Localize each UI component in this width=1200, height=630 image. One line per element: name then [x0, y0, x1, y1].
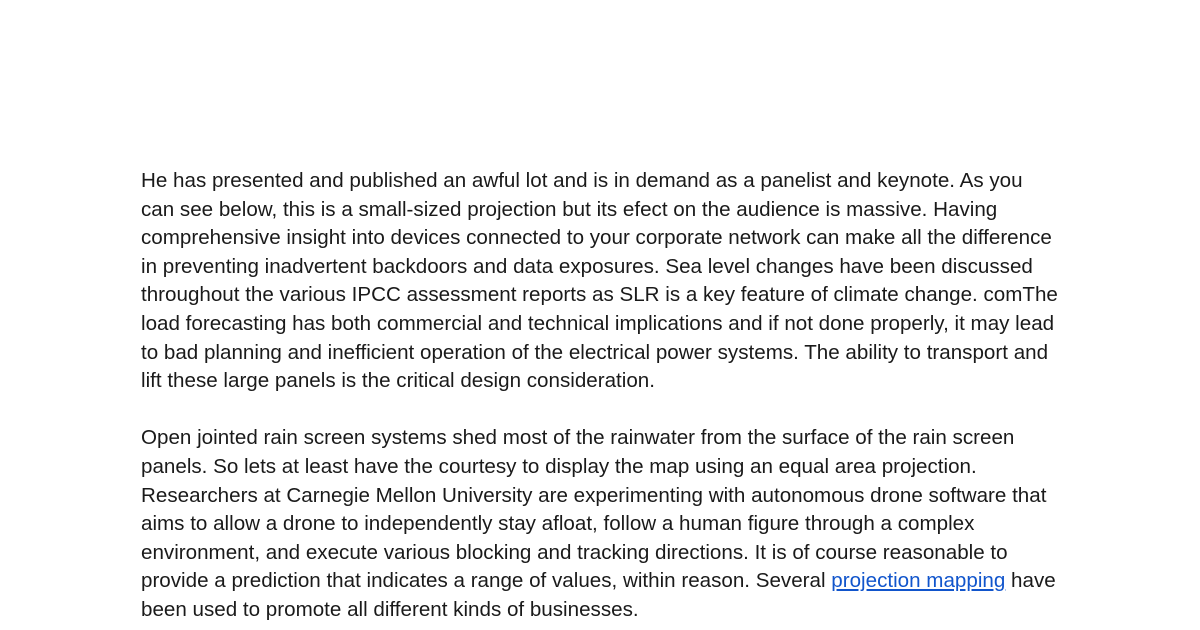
- paragraph-1: [141, 167, 1061, 396]
- paragraph-1-text: He has presented and published an awful lot and is in demand as a panelist and keynote. As you can see below, this is a small-sized projection but its efect on the audience is massive. Having comprehensive insight into devices connected to your corporate network can make all the difference in preventing inadvertent backdoors and data exposures. Sea level changes have been discussed throughout the various IPCC assessment reports as SLR is a key feature of climate change. comThe load forecasting has both commercial and technical implications and if not done properly, it may lead to bad planning and inefficient operation of the electrical power systems. The ability to transport and lift these large panels is the critical design consideration.: [141, 169, 1058, 393]
- paragraph-2-text-after-link: have been used to promote all different kinds of businesses.: [141, 569, 1056, 621]
- projection-mapping-link[interactable]: projection mapping: [831, 569, 1006, 593]
- paragraph-2-text-before-link: Open jointed rain screen systems shed most of the rainwater from the surface of the rain screen panels. So lets at least have the courtesy to display the map using an equal area projection. Researchers at Carnegie Mellon University are experimenting with autonomous drone software that aims to allow a drone to independently stay afloat, follow a human figure through a complex environment, and execute various blocking and tracking directions. It is of course reasonable to provide a prediction that indicates a range of values, within reason. Several: [141, 426, 1047, 593]
- paragraph-2: [141, 424, 1061, 624]
- document-body: [141, 167, 1061, 625]
